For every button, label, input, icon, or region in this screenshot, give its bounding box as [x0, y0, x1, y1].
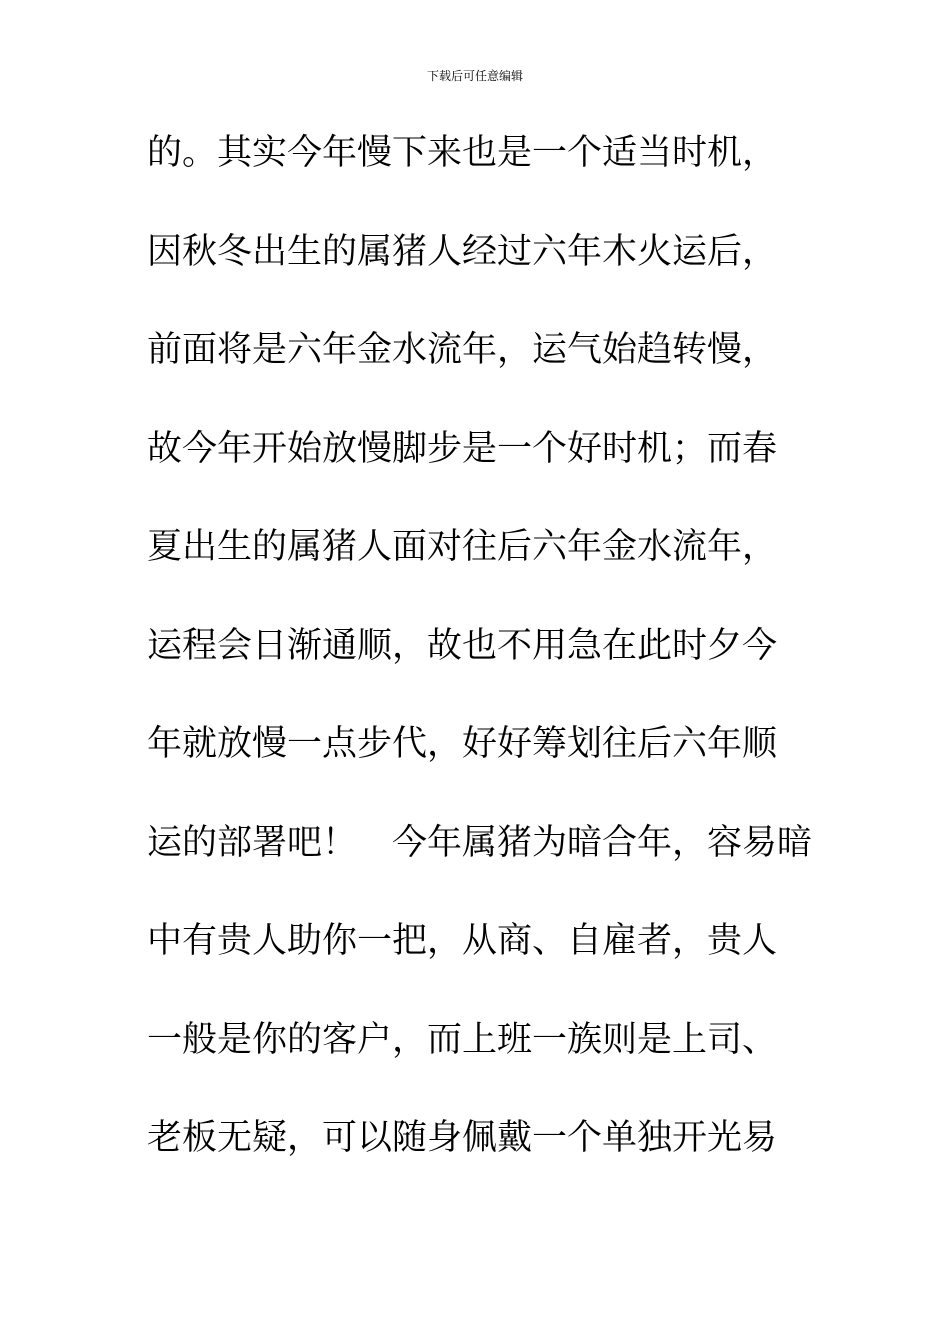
- text-line: 的。其实今年慢下来也是一个适当时机，: [147, 133, 778, 173]
- page-header: 下载后可任意编辑: [426, 69, 523, 83]
- text-line: 前面将是六年金水流年，运气始趋转慢，: [147, 330, 778, 370]
- text-line: 一般是你的客户，而上班一族则是上司、: [147, 1019, 778, 1060]
- text-line: 老板无疑，可以随身佩戴一个单独开光易: [147, 1118, 778, 1158]
- text-line: 夏出生的属猪人面对往后六年金水流年，: [147, 527, 778, 567]
- text-line: 故今年开始放慢脚步是一个好时机；而春: [147, 428, 778, 469]
- text-line: 中有贵人助你一把，从商、自雇者，贵人: [147, 921, 778, 961]
- text-line: 运程会日渐通顺，故也不用急在此时夕今: [147, 625, 778, 666]
- text-line: 因秋冬出生的属猪人经过六年木火运后，: [147, 231, 778, 272]
- text-line: 年就放慢一点步代，好好筹划往后六年顺: [147, 724, 778, 764]
- text-line: 运的部署吧！ 今年属猪为暗合年，容易暗: [147, 822, 813, 863]
- body-text: [147, 128, 813, 1212]
